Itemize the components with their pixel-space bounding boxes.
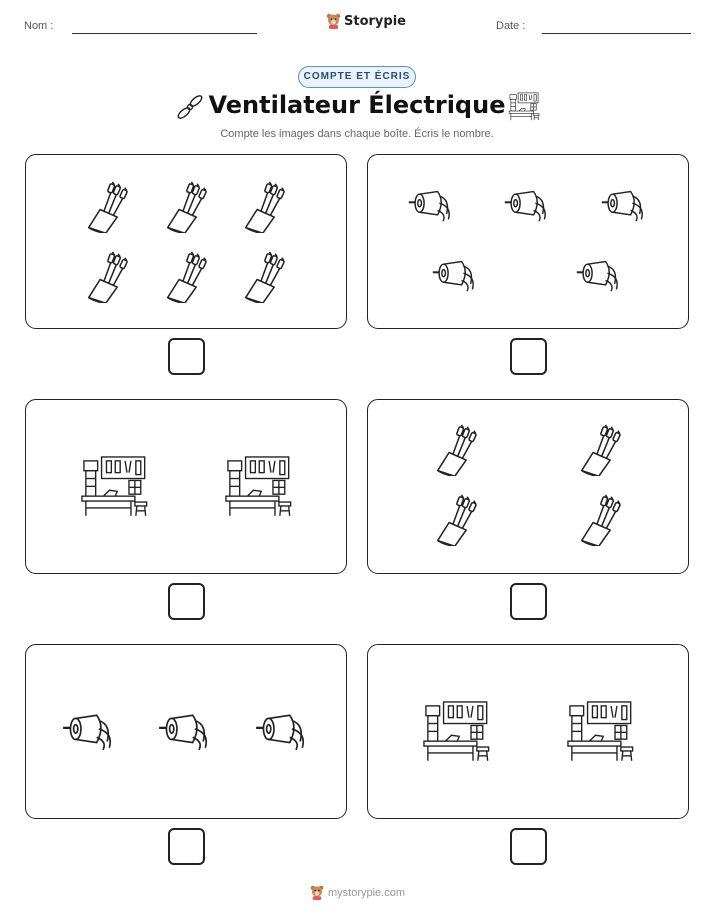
- workbench-icon: [224, 455, 293, 518]
- name-line[interactable]: [72, 33, 257, 34]
- wires-icon: [576, 424, 624, 476]
- bear-mascot-icon: [310, 885, 324, 900]
- instructions: Compte les images dans chaque boîte. Écris le nombre.: [220, 128, 494, 140]
- footer-url: mystorypie.com: [328, 886, 406, 899]
- brand-name: Storypie: [344, 13, 406, 29]
- counting-box-1: [25, 154, 347, 329]
- motor-icon: [503, 187, 553, 223]
- answer-box-4[interactable]: [510, 583, 547, 620]
- answer-box-6[interactable]: [510, 828, 547, 865]
- footer: [310, 885, 405, 900]
- answer-box-5[interactable]: [168, 828, 205, 865]
- wires-icon: [83, 251, 131, 303]
- wires-icon: [432, 494, 480, 546]
- answer-box-1[interactable]: [168, 338, 205, 375]
- wires-icon: [240, 251, 288, 303]
- motor-icon: [431, 257, 481, 293]
- brand-logo: [326, 13, 406, 29]
- workbench-icon: [80, 455, 149, 518]
- name-label: Nom :: [24, 20, 54, 32]
- motor-icon: [600, 187, 650, 223]
- motor-icon: [254, 710, 313, 752]
- answer-box-3[interactable]: [168, 583, 205, 620]
- wires-icon: [162, 251, 210, 303]
- counting-box-2: [367, 154, 689, 329]
- wires-icon: [83, 181, 131, 233]
- workbench-icon: [508, 92, 540, 126]
- motor-icon: [407, 187, 457, 223]
- date-label: Date :: [496, 20, 526, 32]
- counting-box-6: [367, 644, 689, 819]
- counting-box-5: [25, 644, 347, 819]
- wires-icon: [240, 181, 288, 233]
- wires-icon: [576, 494, 624, 546]
- counting-box-4: [367, 399, 689, 574]
- wires-icon: [162, 181, 210, 233]
- page-title: Ventilateur Électrique: [208, 91, 506, 119]
- date-line[interactable]: [542, 33, 691, 34]
- motor-icon: [61, 710, 120, 752]
- wires-icon: [432, 424, 480, 476]
- answer-box-2[interactable]: [510, 338, 547, 375]
- workbench-icon: [566, 700, 635, 763]
- bear-mascot-icon: [326, 13, 341, 29]
- counting-box-3: [25, 399, 347, 574]
- activity-badge: COMPTE ET ÉCRIS: [298, 66, 416, 88]
- motor-icon: [157, 710, 216, 752]
- workbench-icon: [422, 700, 491, 763]
- motor-icon: [575, 257, 625, 293]
